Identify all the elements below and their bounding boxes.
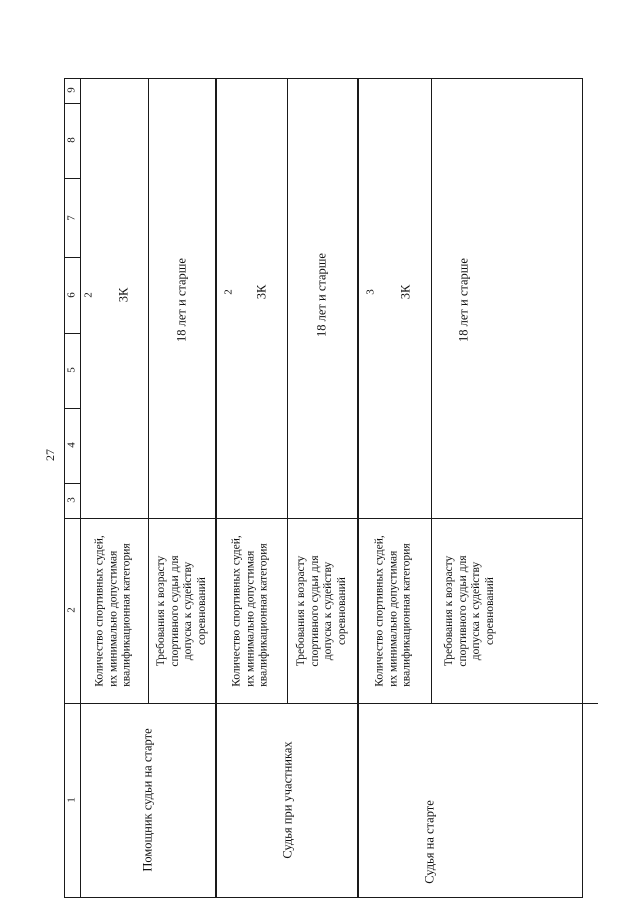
row1-count-label: Количество спортивных судей, их минимально допустимая квалификационная категория [93, 535, 133, 687]
row1-age-value: 18 лет и старше [174, 258, 189, 342]
row2-name: Судья при участниках [280, 741, 295, 859]
table-border-left [64, 78, 65, 898]
col-sep-2-3 [64, 518, 80, 519]
row1-age-label: Требования к возрасту спортивного судьи для допуска к судейству соревнований [154, 555, 208, 667]
row1-category: 3К [116, 287, 131, 303]
col-header-6: 6 [65, 292, 78, 298]
col2-boundary [80, 518, 582, 519]
col-header-5: 5 [65, 367, 78, 373]
row3-age-label: Требования к возрасту спортивного судьи для допуска к судейству соревнований [442, 555, 496, 667]
col-sep-5-6 [64, 333, 80, 334]
row2-category: 3К [254, 284, 269, 300]
col-header-2: 2 [65, 607, 78, 613]
row3-category: 3К [398, 284, 413, 300]
row-sep-2-3 [357, 78, 359, 898]
row3-name: Судья на старте [422, 800, 437, 884]
row2-age-label: Требования к возрасту спортивного судьи для допуска к судейству соревнований [294, 555, 348, 667]
row3-count-value: 3 [364, 289, 377, 295]
col-header-1: 1 [65, 797, 78, 803]
table-border-top [64, 78, 582, 79]
row1-name: Помощник судьи на старте [140, 728, 155, 872]
row3-inner-split [431, 78, 432, 704]
row2-count-value: 2 [222, 289, 235, 295]
col-sep-7-8 [64, 178, 80, 179]
row2-age-value: 18 лет и старше [314, 253, 329, 337]
col-header-9: 9 [65, 87, 78, 93]
col-sep-6-7 [64, 257, 80, 258]
col-header-4: 4 [65, 442, 78, 448]
col-sep-3-4 [64, 483, 80, 484]
row1-count-value: 2 [82, 292, 95, 298]
row2-count-label: Количество спортивных судей, их минимально допустимая квалификационная категория [230, 535, 270, 687]
col-sep-8-9 [64, 103, 80, 104]
col-header-7: 7 [65, 215, 78, 221]
header-separator [80, 78, 81, 898]
row3-age-value: 18 лет и старше [456, 258, 471, 342]
col1-boundary [80, 703, 598, 704]
col-header-3: 3 [65, 497, 78, 503]
row2-inner-split [287, 78, 288, 704]
row3-count-label: Количество спортивных судей, их минимально допустимая квалификационная категория [373, 535, 413, 687]
col-sep-1-2 [64, 703, 80, 704]
row-sep-1-2 [215, 78, 217, 898]
page-number: 27 [42, 449, 57, 461]
table-border-right [582, 78, 583, 898]
col-sep-4-5 [64, 408, 80, 409]
col-header-8: 8 [65, 137, 78, 143]
row1-inner-split [148, 78, 149, 704]
table-border-bottom [64, 897, 582, 898]
